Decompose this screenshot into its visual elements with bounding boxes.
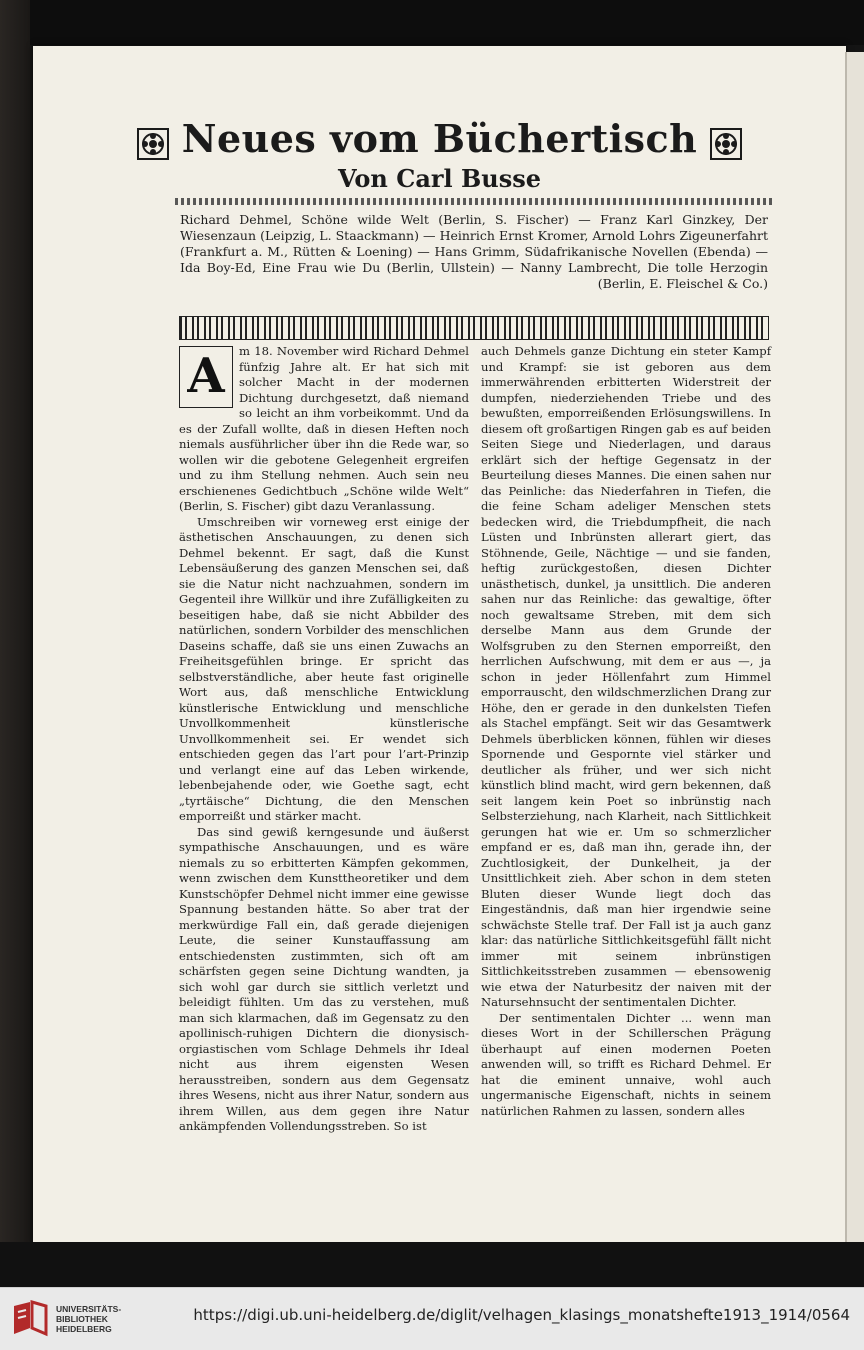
right-column [481,344,771,1119]
library-name: UNIVERSITÄTS- BIBLIOTHEK HEIDELBERG [56,1304,122,1334]
left-column [179,344,469,1135]
book-list: Richard Dehmel, Schöne wilde Welt (Berlin, S. Fischer) — Franz Karl Ginzkey, Der Wiesenzaun (Leipzig, L. Staackmann) — Heinrich Ernst Kromer, Arnold Lohrs Zigeunerfahrt (Frankfurt a. M., Rütten & Loening) — Hans Grimm, Südafrikanische Novellen (Ebenda) — Ida Boy-Ed, Eine Frau wie Du (Berlin, Ullstein) — Nanny Lambrecht, Die tolle Herzogin (Berlin, E. Fleischel & Co.) [180,212,768,291]
university-logo-icon[interactable] [10,1298,50,1338]
rosette-ornament-icon [137,128,169,160]
article-author: Von Carl Busse [337,164,542,193]
viewer-footer [0,1287,864,1350]
scan-background-top [0,0,864,45]
permalink-url[interactable]: https://digi.ub.uni-heidelberg.de/diglit/velhagen_klasings_monatshefte1913_1914/0564 [193,1306,850,1324]
paragraph: Der sentimentalen Dichter ... wenn man dieses Wort in der Schillerschen Prägung überhaupt auf einen modernen Poeten anwenden will, so trifft es Richard Dehmel. Er hat die eminent unnaive, wohl auch ungermanische Eigenschaft, nichts in seinem natürlichen Rahmen zu lassen, sondern alles [481,1010,771,1118]
scanned-page [33,46,846,1242]
paragraph: Das sind gewiß kerngesunde und äußerst sympathische Anschauungen, und es wäre niemals zu so erbitterten Kämpfen gekommen, wenn zwischen dem Kunsttheoretiker und dem Kunstschöpfer Dehmel nicht immer eine gewisse Spannung bestanden hätte. So aber trat der merkwürdige Fall ein, daß gerade diejenigen Leute, die seiner Kunstauffassung am entschiedensten zustimmten, sich oft am schärfsten gegen seine Dichtung wandten, ja sich wohl gar durch sie sittlich verletzt und beleidigt fühlten. Um das zu verstehen, muß man sich klarmachen, daß im Gegensatz zu den apollinisch-ruhigen Dichtern die dionysisch-orgiastischen vom Schlage Dehmels ihr Ideal nicht aus ihrem eigensten Wesen herausstreiben, sondern aus dem Gegensatz ihres Wesens, nicht aus ihrer Natur, sondern aus ihrem Willen, aus dem gegen ihre Natur ankämpfenden Vollendungsstreben. So ist [179,824,469,1133]
initial-letter: A [179,346,233,408]
paragraph: auch Dehmels ganze Dichtung ein steter Kampf und Krampf: sie ist geboren aus dem immerwährenden erbitterten Widerstreit der dumpfen, niederziehenden Triebe und des bewußten, emporreißenden Erlösungswillens. In diesem oft großartigen Ringen gab es auf beiden Seiten Siege und Niederlagen, und daraus erklärt sich der heftige Gegensatz in der Beurteilung dieses Mannes. Die einen sahen nur das Peinliche: das Niederfahren in Tiefen, die die feine Scham adeliger Menschen stets bedecken wird, die Triebdumpfheit, die nach Lüsten und Inbrünsten allerart giert, das Stöhnende, Geile, Nächtige — und sie fanden, heftig zurückgestoßen, diesen Dichter unästhetisch, dunkel, ja unsittlich. Die anderen sahen nur das Reinliche: das gewaltige, öfter noch gewaltsame Streben, mit dem sich derselbe Mann aus dem Grunde der Wolfsgruben zu den Sternen emporreißt, den herrlichen Aufschwung, mit dem er aus —, ja schon in jeder Höllenfahrt zum Himmel emporrauscht, den wildschmerzlichen Drang zur Höhe, den er gerade in den dunkelsten Tiefen als Stachel empfängt. Seit wir das Gesamtwerk Dehmels überblicken können, fühlen wir dieses Spornende und Gespornte viel stärker und deutlicher als früher, und wer sich nicht künstlich blind macht, wird gern bekennen, daß seit langem kein Poet so inbrünstig nach Selbsterziehung, nach Klarheit, nach Sittlichkeit gerungen hat wie er. Um so schmerzlicher empfand er es, daß man ihn, gerade ihn, der Zuchtlosigkeit, der Dunkelheit, ja der Unsittlichkeit zieh. Aber schon in dem steten Bluten dieser Wunde liegt doch das Eingeständnis, daß man hier irgendwie seine schwächste Stelle traf. Der Fall ist ja auch ganz klar: das natürliche Sittlichkeitsgefühl fällt nicht immer mit seinem inbrünstigen Sittlichkeitsstreben zusammen — ebensowenig wie etwa der Naturbesitz der naiven mit der Natursehnsucht der sentimentalen Dichter. [481,344,771,1009]
title-row [33,116,846,164]
next-page-edge [845,52,864,1242]
rosette-ornament-icon [710,128,742,160]
article-title: Neues vom Büchertisch [181,116,698,161]
book-spine-edge [0,0,30,1290]
scan-background-bottom [0,1242,864,1287]
paragraph: Umschreiben wir vorneweg erst einige der ästhetischen Anschauungen, zu denen sich Dehmel bekennt. Er sagt, daß die Kunst Lebensäußerung des ganzen Menschen sei, daß sie die Natur nicht nachzuahmen, sondern im Gegenteil ihre Willkür und ihre Zufälligkeiten zu beseitigen habe, daß sie nicht Abbilder des natürlichen, sondern Vorbilder des menschlichen Daseins schaffe, daß sie uns einen Zuwachs an Freiheitsgefühlen bringe. Er spricht das selbstverständliche, aber heute fast originelle Wort aus, daß menschliche Entwicklung künstlerische Entwicklung und menschliche Unvollkommenheit künstlerische Unvollkommenheit sei. Er wendet sich entschieden gegen das l’art pour l’art-Prinzip und verlangt eine auf das Leben wirkende, lebenbejahende oder, wie Goethe sagt, echt „tyrtäische“ Dichtung, die den Menschen emporreißt und stärker macht. [179,514,469,823]
ornamental-border [179,316,769,340]
paragraph: m 18. November wird Richard Dehmel fünfzig Jahre alt. Er hat sich mit solcher Macht in der modernen Dichtung durchgesetzt, daß niemand so leicht an ihm vorbeikommt. Und da es der Zufall wollte, daß in diesen Heften noch niemals ausführlicher über ihn die Rede war, so wollen wir die gebotene Gelegenheit ergreifen und zu ihm Stellung nehmen. Auch sein neu erschienenes Gedichtbuch „Schöne wilde Welt“ (Berlin, S. Fischer) gibt dazu Veranlassung. [179,344,469,513]
decorative-rule [175,198,773,205]
